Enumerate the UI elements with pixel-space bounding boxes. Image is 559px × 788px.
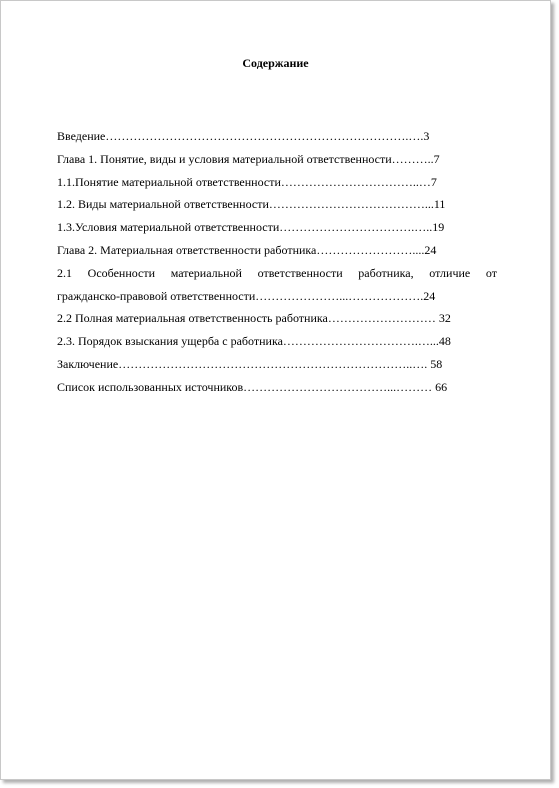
toc-entry: Список использованных источников………………………………...……… 66 [57, 379, 448, 394]
page-title: Содержание [242, 56, 309, 70]
toc-entry: 1.3.Условия материальной ответственности…………………………….…..19 [57, 220, 445, 235]
toc-entry: гражданско-правовой ответственности…………………...……………….24 [57, 288, 436, 303]
toc-entry: 1.2. Виды материальной ответственности…………………………………...11 [57, 197, 446, 212]
table-of-contents [57, 128, 497, 402]
toc-entry: 2.3. Порядок взыскания ущерба с работника…………………………….…...48 [57, 334, 451, 349]
toc-entry: 1.1.Понятие материальной ответственности……………………………..…7 [57, 174, 437, 189]
toc-entry: 2.1 Особенности материальной ответственности работника, отличие от [57, 265, 497, 280]
toc-entry: Заключение………………………………………………………………..…. 58 [57, 356, 443, 371]
toc-entry: Глава 1. Понятие, виды и условия материальной ответственности………..7 [57, 151, 440, 166]
toc-entry: Введение………………………………………………………………….….3 [57, 129, 430, 143]
toc-entry: Глава 2. Материальная ответственности работника……………………....24 [57, 242, 437, 257]
toc-entry: 2.2 Полная материальная ответственность работника……………………… 32 [57, 311, 451, 326]
